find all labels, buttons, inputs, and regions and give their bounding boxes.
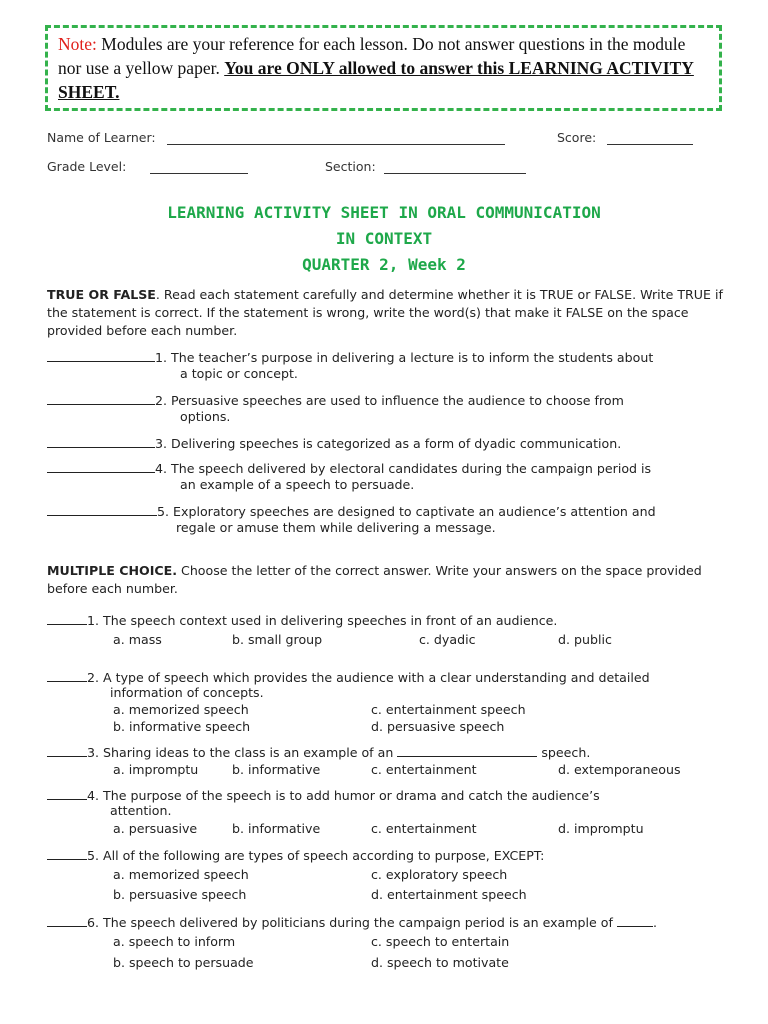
learner-info xyxy=(47,130,727,180)
grade-field[interactable] xyxy=(150,173,248,174)
mc3-option-a: a. impromptu xyxy=(113,762,199,777)
answer-blank[interactable] xyxy=(47,669,87,682)
mc3-option-b: b. informative xyxy=(232,762,321,777)
mc1-option-b: b. small group xyxy=(232,632,323,647)
tf-item-5-cont: regale or amuse them while delivering a message. xyxy=(176,520,496,535)
tf-item-5: 5. Exploratory speeches are designed to captivate an audience’s attention and xyxy=(47,503,747,520)
answer-blank[interactable] xyxy=(47,787,87,800)
mc6-option-c: c. speech to entertain xyxy=(371,934,510,949)
answer-blank[interactable] xyxy=(47,435,155,448)
mc1-option-c: c. dyadic xyxy=(419,632,476,647)
mc5-option-a: a. memorized speech xyxy=(113,867,249,882)
answer-blank[interactable] xyxy=(47,460,155,473)
note-text: Modules are your reference for each lesson. Do not answer questions in the module nor use a yellow paper. xyxy=(58,34,686,78)
sheet-title-line1: LEARNING ACTIVITY SHEET IN ORAL COMMUNICATION xyxy=(167,203,601,222)
tf-item-3: 3. Delivering speeches is categorized as a form of dyadic communication. xyxy=(47,435,747,452)
section-field[interactable] xyxy=(384,173,526,174)
tf-item-2: 2. Persuasive speeches are used to influence the audience to choose from xyxy=(47,392,747,409)
mc3-option-d: d. extemporaneous xyxy=(558,762,681,777)
mc4-option-c: c. entertainment xyxy=(371,821,477,836)
section-label: Section: xyxy=(325,159,376,174)
mc6-option-d: d. speech to motivate xyxy=(371,955,509,970)
mc4-option-d: d. impromptu xyxy=(558,821,644,836)
note-box xyxy=(45,25,722,111)
mc-instructions: MULTIPLE CHOICE. Choose the letter of the correct answer. Write your answers on the space provided before each number. xyxy=(47,563,702,596)
tf-item-4: 4. The speech delivered by electoral candidates during the campaign period is xyxy=(47,460,747,477)
name-label: Name of Learner: xyxy=(47,130,156,145)
note-emphasis: You are ONLY allowed to answer this LEARNING ACTIVITY SHEET. xyxy=(58,58,694,102)
mc2-option-d: d. persuasive speech xyxy=(371,719,505,734)
name-field[interactable] xyxy=(167,144,505,145)
mc2-option-a: a. memorized speech xyxy=(113,702,249,717)
answer-blank[interactable] xyxy=(47,744,87,757)
sheet-title-line3: QUARTER 2, Week 2 xyxy=(302,255,466,274)
tf-item-4-cont: an example of a speech to persuade. xyxy=(180,477,415,492)
mc1-option-a: a. mass xyxy=(113,632,162,647)
mc-item-6: 6. The speech delivered by politicians during the campaign period is an example of . xyxy=(47,914,747,931)
mc-item-3: 3. Sharing ideas to the class is an example of an speech. xyxy=(47,744,747,761)
mc5-option-d: d. entertainment speech xyxy=(371,887,527,902)
tf-item-1: 1. The teacher’s purpose in delivering a lecture is to inform the students about xyxy=(47,349,747,366)
tf-item-1-cont: a topic or concept. xyxy=(180,366,298,381)
score-field[interactable] xyxy=(607,144,693,145)
answer-blank[interactable] xyxy=(47,914,87,927)
mc5-option-b: b. persuasive speech xyxy=(113,887,247,902)
answer-blank[interactable] xyxy=(47,392,155,405)
mc6-option-b: b. speech to persuade xyxy=(113,955,254,970)
mc3-option-c: c. entertainment xyxy=(371,762,477,777)
mc1-option-d: d. public xyxy=(558,632,612,647)
mc2-option-c: c. entertainment speech xyxy=(371,702,526,717)
fill-in-blank[interactable] xyxy=(397,744,537,757)
mc-item-1: 1. The speech context used in delivering speeches in front of an audience. xyxy=(47,612,747,629)
mc4-cont: attention. xyxy=(110,803,172,818)
mc-heading: MULTIPLE CHOICE. xyxy=(47,563,178,578)
note-label: Note: xyxy=(58,34,97,54)
true-false-heading: TRUE OR FALSE xyxy=(47,287,156,302)
sheet-title-line2: IN CONTEXT xyxy=(335,229,433,248)
mc-item-5: 5. All of the following are types of speech according to purpose, EXCEPT: xyxy=(47,847,747,864)
mc5-option-c: c. exploratory speech xyxy=(371,867,508,882)
answer-blank[interactable] xyxy=(47,349,155,362)
true-false-instructions: TRUE OR FALSE. Read each statement carefully and determine whether it is TRUE or FALSE. Write TRUE if the statement is correct. If the statement is wrong, write the word(s) that make it FALSE on the space provided before each number. xyxy=(47,287,723,338)
mc4-option-b: b. informative xyxy=(232,821,321,836)
mc-item-2: 2. A type of speech which provides the audience with a clear understanding and detailed xyxy=(47,669,747,686)
tf-item-2-cont: options. xyxy=(180,409,231,424)
fill-in-blank[interactable] xyxy=(617,914,653,927)
score-label: Score: xyxy=(557,130,597,145)
mc4-option-a: a. persuasive xyxy=(113,821,198,836)
answer-blank[interactable] xyxy=(47,503,157,516)
mc-item-4: 4. The purpose of the speech is to add humor or drama and catch the audience’s xyxy=(47,787,747,804)
mc6-option-a: a. speech to inform xyxy=(113,934,236,949)
mc2-option-b: b. informative speech xyxy=(113,719,251,734)
answer-blank[interactable] xyxy=(47,612,87,625)
mc2-cont: information of concepts. xyxy=(110,685,264,700)
answer-blank[interactable] xyxy=(47,847,87,860)
grade-label: Grade Level: xyxy=(47,159,127,174)
